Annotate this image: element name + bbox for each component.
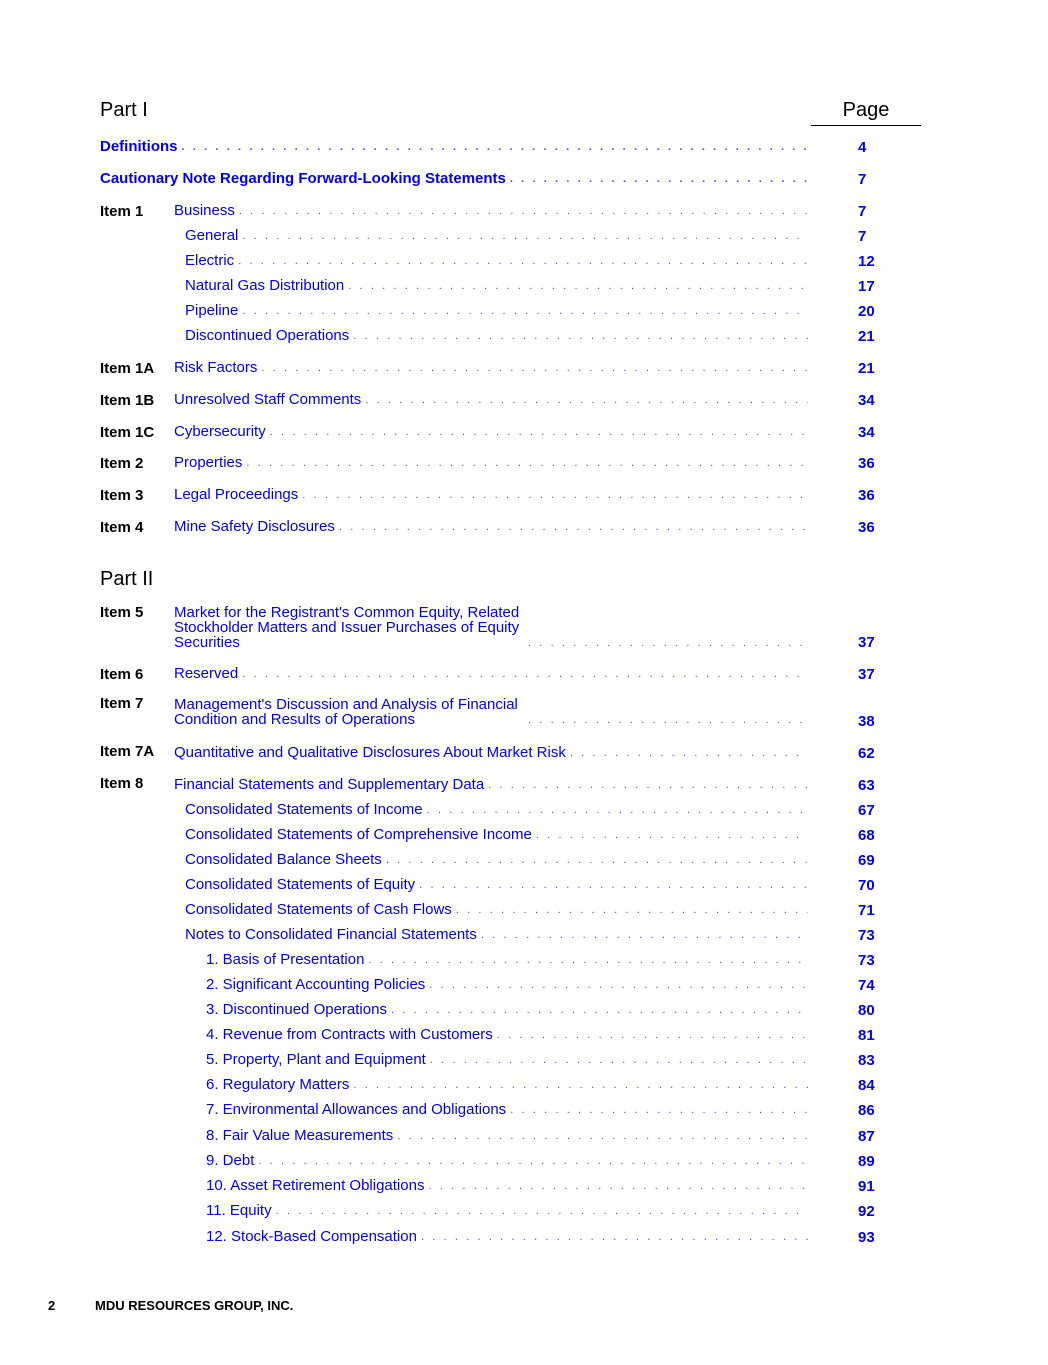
toc-link-pipeline[interactable]: Pipeline . . . — [185, 303, 808, 318]
page-link-note-11[interactable]: 92 — [858, 1203, 875, 1220]
toc-link-natural-gas[interactable]: Natural Gas Distribution . . . — [185, 278, 808, 293]
page-link-discontinued[interactable]: 21 — [858, 328, 875, 345]
toc-row-item7 — [0, 695, 1048, 730]
item-label: Item 6 — [100, 666, 144, 683]
toc-link-electric[interactable]: Electric . . . — [185, 253, 808, 268]
toc-link-unresolved[interactable]: Unresolved Staff Comments . . . — [174, 392, 808, 407]
toc-link-note-12[interactable]: 12. Stock-Based Compensation . . . — [206, 1229, 808, 1244]
page-link-definitions[interactable]: 4 — [858, 139, 867, 156]
page-link-properties[interactable]: 36 — [858, 455, 875, 472]
page-link-general[interactable]: 7 — [858, 228, 867, 245]
page-link-note-10[interactable]: 91 — [858, 1178, 875, 1195]
toc-link-reserved[interactable]: Reserved . . . — [174, 666, 808, 681]
item-label: Item 1C — [100, 424, 155, 441]
toc-link-general[interactable]: General . . . — [185, 228, 808, 243]
toc-link-note-9[interactable]: 9. Debt . . . — [206, 1153, 808, 1168]
page-link-note-9[interactable]: 89 — [858, 1153, 875, 1170]
page-link-comprehensive-income[interactable]: 68 — [858, 827, 875, 844]
page-link-note-3[interactable]: 80 — [858, 1002, 875, 1019]
toc-link-comprehensive-income[interactable]: Consolidated Statements of Comprehensive Income . . . — [185, 827, 808, 842]
page-link-note-1[interactable]: 73 — [858, 952, 875, 969]
toc-link-discontinued[interactable]: Discontinued Operations . . . — [185, 328, 808, 343]
footer-page-number: 2 — [48, 1298, 56, 1313]
page-link-note-2[interactable]: 74 — [858, 977, 875, 994]
item-label: Item 1 — [100, 203, 144, 220]
page-link-balance-sheets[interactable]: 69 — [858, 852, 875, 869]
page-link-market-risk[interactable]: 62 — [858, 745, 875, 762]
toc-link-note-11[interactable]: 11. Equity . . . — [206, 1203, 808, 1218]
page-link-pipeline[interactable]: 20 — [858, 303, 875, 320]
item-label: Item 4 — [100, 519, 144, 536]
item-label: Item 8 — [100, 775, 144, 792]
part-1-heading: Part I — [100, 99, 148, 121]
item-label: Item 5 — [100, 604, 144, 621]
page-link-business[interactable]: 7 — [858, 203, 867, 220]
page-link-note-12[interactable]: 93 — [858, 1229, 875, 1246]
page-link-income[interactable]: 67 — [858, 802, 875, 819]
page-link-cautionary[interactable]: 7 — [858, 171, 867, 188]
toc-link-financial-statements[interactable]: Financial Statements and Supplementary Data . . . — [174, 777, 808, 792]
page-link-unresolved[interactable]: 34 — [858, 392, 875, 409]
toc-link-market[interactable]: Market for the Registrant's Common Equity, Related Stockholder Matters and Issuer Purchases of Equity Securities . . . — [174, 604, 808, 650]
page-link-natural-gas[interactable]: 17 — [858, 278, 875, 295]
page-link-equity-statements[interactable]: 70 — [858, 877, 875, 894]
page-link-note-8[interactable]: 87 — [858, 1128, 875, 1145]
page-link-market[interactable]: 37 — [858, 634, 875, 651]
item-label: Item 3 — [100, 487, 144, 504]
footer-company-name: MDU RESOURCES GROUP, INC. — [95, 1298, 294, 1313]
page-link-note-6[interactable]: 84 — [858, 1077, 875, 1094]
toc-link-note-1[interactable]: 1. Basis of Presentation . . . — [206, 952, 808, 967]
page-link-legal[interactable]: 36 — [858, 487, 875, 504]
toc-link-note-4[interactable]: 4. Revenue from Contracts with Customers . . . — [206, 1027, 808, 1042]
item-label: Item 7 — [100, 695, 144, 712]
item-label: Item 2 — [100, 455, 144, 472]
toc-link-cash-flows[interactable]: Consolidated Statements of Cash Flows . . . — [185, 902, 808, 917]
toc-link-note-8[interactable]: 8. Fair Value Measurements . . . — [206, 1128, 808, 1143]
toc-link-note-5[interactable]: 5. Property, Plant and Equipment . . . — [206, 1052, 808, 1067]
item-label: Item 1B — [100, 392, 155, 409]
toc-link-cybersecurity[interactable]: Cybersecurity . . . — [174, 424, 808, 439]
toc-link-properties[interactable]: Properties . . . — [174, 455, 808, 470]
page-link-cash-flows[interactable]: 71 — [858, 902, 875, 919]
page-link-electric[interactable]: 12 — [858, 253, 875, 270]
page-column-heading: Page — [811, 99, 921, 126]
toc-link-note-2[interactable]: 2. Significant Accounting Policies . . . — [206, 977, 808, 992]
toc-row-item5 — [0, 604, 1048, 650]
page-link-mdna[interactable]: 38 — [858, 713, 875, 730]
toc-link-note-10[interactable]: 10. Asset Retirement Obligations . . . — [206, 1178, 808, 1193]
toc-link-risk-factors[interactable]: Risk Factors . . . — [174, 360, 808, 375]
toc-link-business[interactable]: Business . . . — [174, 203, 808, 218]
page-link-note-7[interactable]: 86 — [858, 1102, 875, 1119]
toc-link-note-6[interactable]: 6. Regulatory Matters . . . — [206, 1077, 808, 1092]
toc-link-note-7[interactable]: 7. Environmental Allowances and Obligations . . . — [206, 1102, 808, 1117]
page-link-reserved[interactable]: 37 — [858, 666, 875, 683]
page-link-note-4[interactable]: 81 — [858, 1027, 875, 1044]
page-link-notes[interactable]: 73 — [858, 927, 875, 944]
item-label: Item 1A — [100, 360, 155, 377]
toc-link-definitions[interactable]: Definitions . . . — [100, 139, 808, 154]
toc-link-market-risk[interactable]: Quantitative and Qualitative Disclosures About Market Risk . . . — [174, 745, 808, 760]
toc-link-note-3[interactable]: 3. Discontinued Operations . . . — [206, 1002, 808, 1017]
page-link-mine-safety[interactable]: 36 — [858, 519, 875, 536]
toc-link-equity-statements[interactable]: Consolidated Statements of Equity . . . — [185, 877, 808, 892]
toc-link-balance-sheets[interactable]: Consolidated Balance Sheets . . . — [185, 852, 808, 867]
toc-link-cautionary[interactable]: Cautionary Note Regarding Forward-Looking Statements . . . — [100, 171, 808, 186]
toc-link-notes[interactable]: Notes to Consolidated Financial Statements . . . — [185, 927, 808, 942]
page-link-financial-statements[interactable]: 63 — [858, 777, 875, 794]
page-link-risk-factors[interactable]: 21 — [858, 360, 875, 377]
toc-link-income[interactable]: Consolidated Statements of Income . . . — [185, 802, 808, 817]
item-label: Item 7A — [100, 743, 155, 760]
toc-link-legal[interactable]: Legal Proceedings . . . — [174, 487, 808, 502]
toc-link-mdna[interactable]: Management's Discussion and Analysis of Financial Condition and Results of Operations . . . — [174, 695, 808, 727]
page-link-cybersecurity[interactable]: 34 — [858, 424, 875, 441]
toc-link-mine-safety[interactable]: Mine Safety Disclosures . . . — [174, 519, 808, 534]
part-2-heading: Part II — [100, 568, 154, 590]
page-link-note-5[interactable]: 83 — [858, 1052, 875, 1069]
